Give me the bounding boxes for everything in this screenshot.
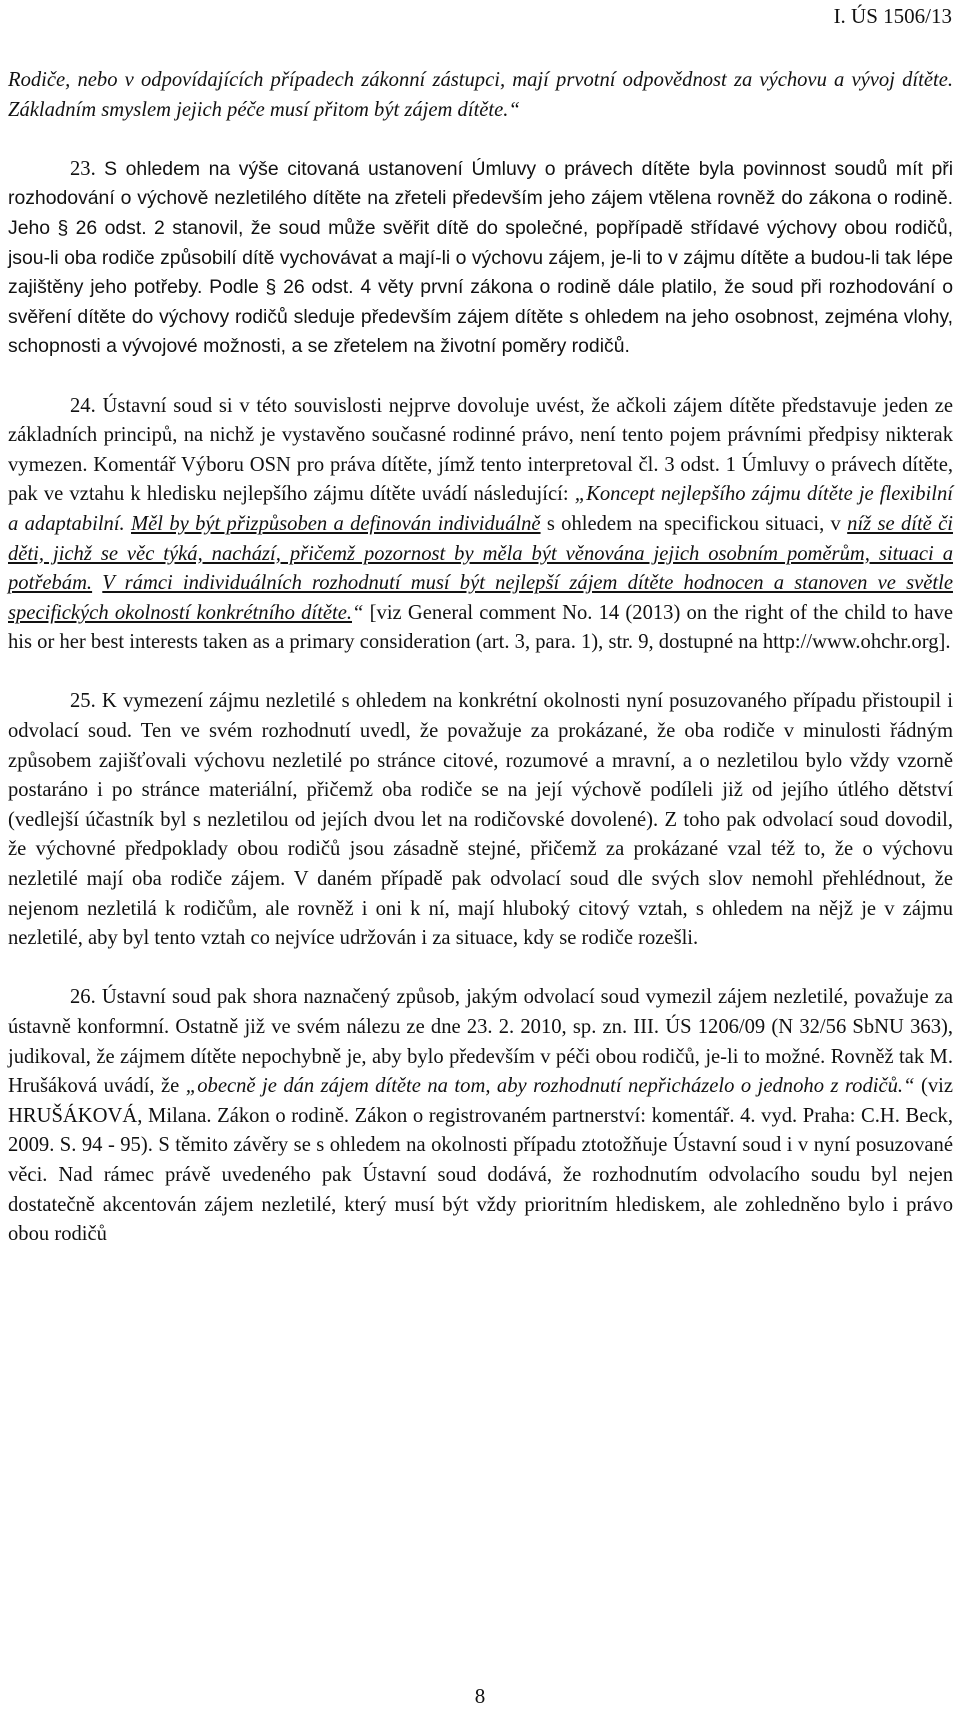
quote-end-mark: “ bbox=[352, 601, 370, 624]
paragraph-text: S ohledem na výše citovaná ustanovení Úmluvy o právech dítěte byla povinnost soudů mít při rozhodování o výchově nezletilého dítěte na zřeteli především jeho zájem vtělena rovněž do zákona o rodině. Jeho § 26 odst. 2 stanovil, že soud může svěřit dítě do společné, popřípadě střídavé výchovy obou rodičů, jsou-li oba rodiče způsobilí dítě vychovávat a mají-li o výchovu zájem, je-li to v zájmu dítěte a budou-li tak lépe zajištěny jeho potřeby. Podle § 26 odst. 4 věty první zákona o rodině dále platilo, že soud při rozhodování o svěření dítěte do výchovy rodičů sleduje především zájem dítěte s ohledem na jeho osobnost, zejména vlohy, schopnosti a vývojové možnosti, a se zřetelem na životní poměry rodičů. bbox=[8, 157, 954, 358]
spacer bbox=[92, 572, 102, 594]
paragraph-23 bbox=[8, 155, 953, 362]
paragraph-number: 26. bbox=[70, 986, 96, 1009]
quote-part: „Koncept nejlepšího zájmu dítěte je flexibilní a adaptabilní. bbox=[8, 483, 953, 535]
citation-text: [viz General comment No. 14 (2013) on the right of the child to have his or her best interests taken as a primary consideration (art. 3, para. 1), str. 9, dostupné na http://www.ohchr.org]. bbox=[8, 601, 953, 654]
quote-continuation bbox=[8, 66, 953, 125]
page-number: 8 bbox=[474, 1684, 486, 1708]
paragraph-text: K vymezení zájmu nezletilé s ohledem na konkrétní okolnosti nyní posuzovaného případu přistoupil i odvolací soud. Ten ve svém rozhodnutí uvedl, že považuje za prokázané, že oba rodiče v minulosti řádným způsobem zajišťovali výchovu nezletilé po stránce citové, rozumové a mravní, a o nezletilou bylo vždy vzorně postaráno i po stránce materiální, přičemž oba rodiče se na její výchově podíleli již od jejího útlého dětství (vedlejší účastník byl s nezletilou od jejích dvou let na rodičovské dovolené). Z toho pak odvolací soud dovodil, že výchovné předpoklady obou rodičů jsou zásadně stejné, přičemž za prokázané vzal též to, že o výchovu nezletilé mají oba rodiče zájem. V daném případě pak odvolací soud dle svých slov nemohl přehlédnout, že nejenom nezletilá k rodičům, ale rovněž i oni k ní, mají hluboký citový vztah, s ohledem na nějž je v zájmu nezletilé, aby byl tento vztah co nejvíce udržován i za situace, kdy se rodiče rozešli. bbox=[8, 690, 953, 950]
quote-end-mark: “ bbox=[508, 98, 520, 121]
document-body bbox=[8, 66, 953, 1250]
paragraph-24 bbox=[8, 392, 953, 658]
quote-underlined: níž se dítě či děti, jichž se věc týká, nachází, přičemž pozornost by měla být věnována jejich osobním poměrům, situaci a potřebám. bbox=[8, 512, 953, 595]
quote-underlined: V rámci individuálních rozhodnutí musí být nejlepší zájem dítěte hodnocen a stanoven ve světle specifických okolností konkrétního dítěte. bbox=[8, 572, 953, 624]
paragraph-text: Ústavní soud si v této souvislosti nejprve dovoluje uvést, že ačkoli zájem dítěte představuje jeden ze základních principů, na nichž je vystavěno současné rodinné právo, není tento pojem právními předpisy nikterak vymezen. Komentář Výboru OSN pro práva dítěte, jímž tento interpretoval čl. 3 odst. 1 Úmluvy o právech dítěte, pak ve vztahu k hledisku nejlepšího zájmu dítěte uvádí následující: bbox=[8, 394, 953, 506]
paragraph-number: 24. bbox=[70, 394, 96, 417]
case-reference: I. ÚS 1506/13 bbox=[833, 4, 952, 28]
paragraph-text: s ohledem na specifickou situaci, v bbox=[540, 512, 848, 535]
quote-text: Rodiče, nebo v odpovídajících případech zákonní zástupci, mají prvotní odpovědnost za výchovu a vývoj dítěte. Základním smyslem jejich péče musí přitom být zájem dítěte. bbox=[8, 69, 953, 121]
paragraph-text: (viz HRUŠÁKOVÁ, Milana. Zákon o rodině. Zákon o registrovaném partnerství: komentář. 4. vyd. Praha: C.H. Beck, 2009. S. 94 - 95). S těmito závěry se s ohledem na okolnosti případu ztotožňuje Ústavní soud i v nyní posuzované věci. Nad rámec právě uvedeného pak Ústavní soud dodává, že rozhodnutím odvolacího soudu byl nejen dostatečně akcentován zájem nezletilé, který musí být vždy prioritním hlediskem, ale zohledněno bylo i právo obou rodičů bbox=[8, 1075, 954, 1246]
quote-part: „obecně je dán zájem dítěte na tom, aby rozhodnutí nepřicházelo o jednoho z rodičů.“ bbox=[185, 1075, 915, 1098]
paragraph-26 bbox=[8, 983, 953, 1249]
paragraph-text: Ústavní soud pak shora naznačený způsob, jakým odvolací soud vymezil zájem nezletilé, považuje za ústavně konformní. Ostatně již ve svém nálezu ze dne 23. 2. 2010, sp. zn. III. ÚS 1206/09 (N 32/56 SbNU 363), judikoval, že zájmem dítěte nepochybně je, aby bylo především v péči obou rodičů, je-li to možné. Rovněž tak M. Hrušáková uvádí, že bbox=[8, 986, 953, 1098]
paragraph-number: 25. bbox=[70, 690, 96, 713]
paragraph-25 bbox=[8, 687, 953, 953]
paragraph-number: 23. bbox=[70, 157, 96, 180]
quote-underlined: Měl by být přizpůsoben a definován individuálně bbox=[131, 512, 541, 535]
